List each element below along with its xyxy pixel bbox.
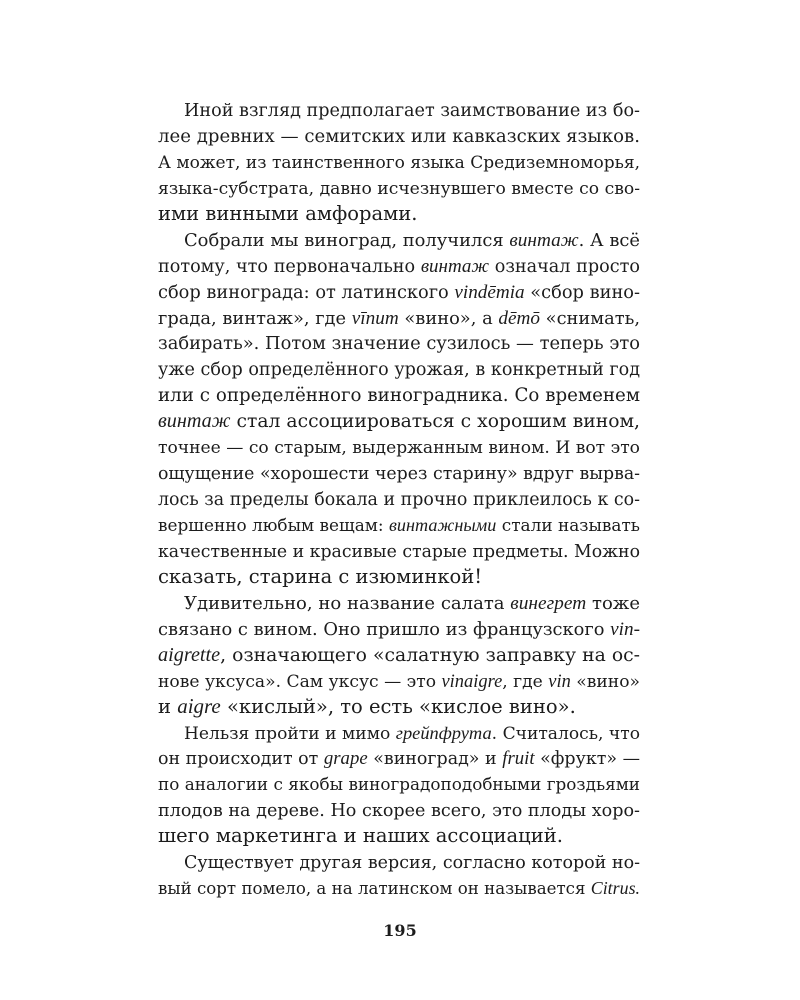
text-line (158, 720, 640, 746)
text-run: лось за пределы бокала и прочно приклеилось к со- (158, 490, 640, 511)
text-run: языка-субстрата, давно исчезнувшего вместе со сво- (158, 178, 640, 199)
text-line (158, 590, 640, 616)
text-line (158, 694, 640, 720)
text-line (158, 175, 640, 201)
italic-term: винтажными (389, 515, 497, 535)
text-run: по аналогии с якобы виноградоподобными гроздьями (158, 774, 640, 795)
text-run: «кислый», то есть «кислое вино». (220, 694, 576, 718)
text-run: «сбор вино- (524, 281, 640, 303)
text-line (158, 564, 640, 590)
text-run: вый сорт помело, а на латинском он называется (158, 879, 591, 899)
italic-term: винтаж (158, 410, 231, 433)
text-run: нове уксуса». Сам уксус — это (158, 671, 442, 692)
text-run: связано с вином. Оно пришло из французского (158, 618, 611, 640)
text-line (158, 642, 640, 668)
text-run: шего маркетинга и наших ассоциаций. (158, 824, 563, 848)
text-run: . Считалось, что (491, 723, 640, 744)
body-text (158, 97, 640, 901)
text-run: . А всё (578, 229, 640, 251)
text-run: ощущение «хорошести через старину» вдруг вырва- (158, 464, 640, 485)
text-line (158, 97, 640, 123)
text-run: «снимать, (539, 307, 640, 329)
text-line (158, 460, 640, 486)
text-line (158, 149, 640, 175)
text-line (158, 538, 640, 564)
text-line (158, 382, 640, 408)
italic-term: vin- (610, 618, 640, 640)
text-line (158, 512, 640, 538)
text-run: и (158, 694, 178, 718)
italic-term: fruit (502, 748, 535, 770)
italic-term: Citrus. (590, 878, 640, 899)
text-line (158, 434, 640, 460)
text-run: означал просто (489, 256, 640, 277)
italic-term: vinaigre (441, 670, 503, 691)
text-run: , означающего «салатную заправку на ос- (220, 644, 640, 666)
text-run: потому, что первоначально (158, 256, 421, 277)
italic-term: aigrette (158, 643, 221, 666)
text-line (158, 330, 640, 356)
text-run: сказать, старина с изюминкой! (158, 564, 483, 588)
italic-term: грейпфрута (395, 722, 492, 743)
text-line (158, 745, 640, 771)
text-run: точнее — со старым, выдержанным вином. И вот это (158, 438, 640, 459)
italic-term: винегрет (510, 592, 587, 614)
text-line (158, 486, 640, 512)
text-run: «фрукт» — (534, 749, 641, 770)
text-line (158, 408, 640, 434)
text-run: «вино», а (398, 307, 499, 329)
text-run: плодов на дереве. Но скорее всего, это плоды хоро- (158, 801, 640, 822)
text-line (158, 771, 640, 797)
text-run: А может, из таинственного языка Средиземноморья, (158, 152, 640, 173)
text-run: , где (502, 671, 549, 692)
text-line (158, 668, 640, 694)
italic-term: винтаж (420, 255, 490, 277)
italic-term: vin (548, 670, 571, 691)
text-line (158, 305, 640, 331)
text-run: уже сбор определённого урожая, в конкретный год (158, 360, 640, 381)
text-run: стали называть (496, 515, 640, 535)
text-line (158, 823, 640, 849)
text-run: он происходит от (158, 749, 324, 770)
text-line (158, 849, 640, 875)
text-run: Нельзя пройти и мимо (184, 723, 396, 744)
text-line (158, 123, 640, 149)
italic-term: vīnum (351, 307, 399, 329)
text-run: ими винными амфорами. (158, 201, 418, 225)
italic-term: dēmō (498, 307, 540, 329)
text-line (158, 279, 640, 305)
text-run: тоже (586, 592, 640, 614)
text-line (158, 253, 640, 279)
italic-term: винтаж (509, 229, 579, 251)
text-run: сбор винограда: от латинского (158, 281, 455, 303)
text-run: «вино» (570, 671, 640, 692)
text-run: Собрали мы виноград, получился (184, 229, 510, 251)
italic-term: grape (323, 748, 368, 770)
text-run: града, винтаж», где (158, 307, 352, 329)
text-run: Удивительно, но название салата (184, 592, 511, 614)
text-run: забирать». Потом значение сузилось — теперь это (158, 333, 640, 355)
italic-term: vindēmia (454, 281, 525, 303)
text-line (158, 797, 640, 823)
text-line (158, 227, 640, 253)
page-number: 195 (383, 921, 417, 940)
text-run: качественные и красивые старые предметы. Можно (158, 541, 640, 562)
text-run: «виноград» и (367, 749, 503, 770)
text-run: стал ассоциироваться с хорошим вином, (230, 411, 640, 433)
text-line (158, 356, 640, 382)
text-run: лее древних — семитских или кавказских языков. (158, 125, 640, 147)
text-run: вершенно любым вещам: (158, 515, 390, 535)
text-run: Иной взгляд предполагает заимствование из бо- (184, 101, 640, 121)
text-line (158, 201, 640, 227)
italic-term: aigre (177, 693, 221, 718)
text-line (158, 616, 640, 642)
text-run: Существует другая версия, согласно которой но- (184, 853, 640, 874)
text-line (158, 875, 640, 901)
text-run: или с определённого виноградника. Со временем (158, 385, 640, 407)
